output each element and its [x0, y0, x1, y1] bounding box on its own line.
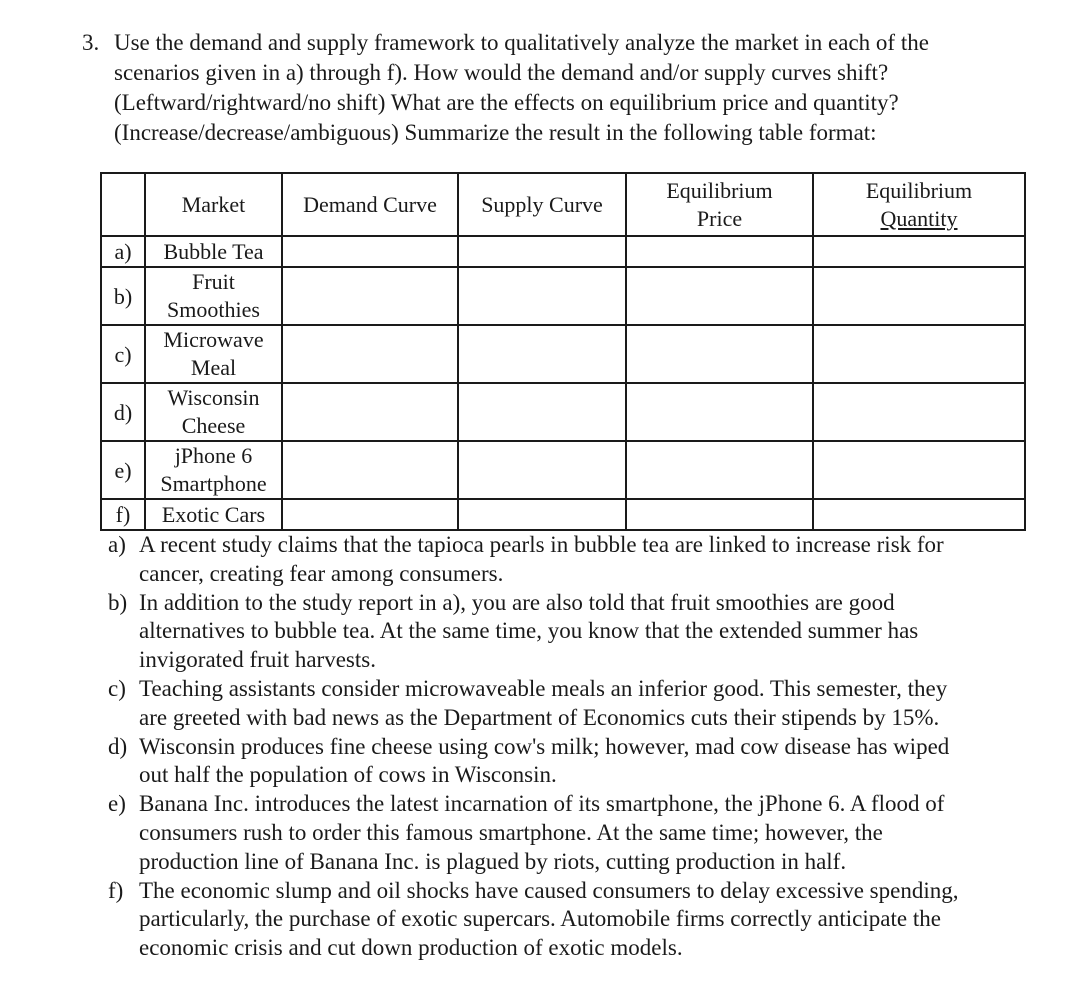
scenario-item	[108, 733, 1048, 791]
demand-cell[interactable]	[282, 383, 458, 441]
scenario-line: Teaching assistants consider microwaveable meals an inferior good. This semester, they	[139, 675, 948, 701]
market-line: Microwave	[163, 327, 264, 352]
question-number: 3.	[82, 30, 100, 55]
table-header-row	[101, 173, 1025, 236]
market-cell	[145, 267, 282, 325]
price-cell[interactable]	[626, 383, 813, 441]
market-line: Exotic Cars	[161, 501, 266, 527]
scenario-line: alternatives to bubble tea. At the same time, you know that the extended summer has	[139, 618, 919, 644]
table-row	[101, 499, 1025, 530]
demand-cell[interactable]	[282, 267, 458, 325]
market-line: Fruit	[192, 269, 235, 294]
header-demand-curve: Demand Curve	[282, 173, 458, 236]
quantity-cell[interactable]	[813, 267, 1025, 325]
row-letter: b)	[101, 267, 145, 325]
scenario-line: out half the population of cows in Wisconsin.	[139, 762, 557, 788]
row-letter: e)	[101, 441, 145, 499]
row-letter: d)	[101, 383, 145, 441]
scenario-line: particularly, the purchase of exotic supercars. Automobile firms correctly anticipate the	[139, 906, 941, 932]
scenario-line: Wisconsin produces fine cheese using cow's milk; however, mad cow disease has wiped	[139, 733, 950, 759]
scenario-item	[108, 877, 1048, 963]
market-line: Bubble Tea	[163, 238, 264, 264]
market-line: Meal	[190, 355, 237, 380]
scenario-line: consumers rush to order this famous smartphone. At the same time; however, the	[139, 819, 883, 845]
prompt-line: scenarios given in a) through f). How would the demand and/or supply curves shift?	[114, 60, 889, 85]
header-equilibrium-price	[626, 173, 813, 236]
scenario-letter: c)	[108, 675, 126, 701]
demand-cell[interactable]	[282, 236, 458, 267]
prompt-line: (Leftward/rightward/no shift) What are the effects on equilibrium price and quantity?	[114, 90, 899, 115]
scenario-line: economic crisis and cut down production of exotic models.	[139, 935, 683, 961]
header-quantity-line: Quantity	[880, 205, 958, 231]
header-quantity-line: Equilibrium	[865, 177, 973, 203]
row-letter: c)	[101, 325, 145, 383]
scenario-line: A recent study claims that the tapioca pearls in bubble tea are linked to increase risk for	[139, 532, 944, 557]
summary-table	[100, 172, 1026, 531]
quantity-cell[interactable]	[813, 441, 1025, 499]
market-line: Wisconsin	[167, 385, 260, 410]
supply-cell[interactable]	[458, 499, 626, 530]
scenario-item	[108, 589, 1048, 675]
demand-cell[interactable]	[282, 499, 458, 530]
market-cell	[145, 499, 282, 530]
market-line: jPhone 6	[174, 443, 253, 468]
supply-cell[interactable]	[458, 267, 626, 325]
scenario-item	[108, 790, 1048, 876]
table-row	[101, 236, 1025, 267]
prompt-line: Use the demand and supply framework to qualitatively analyze the market in each of the	[114, 30, 929, 55]
header-equilibrium-quantity	[813, 173, 1025, 236]
scenario-letter: f)	[108, 877, 124, 903]
scenario-item	[108, 675, 1048, 733]
supply-cell[interactable]	[458, 236, 626, 267]
scenario-line: Banana Inc. introduces the latest incarnation of its smartphone, the jPhone 6. A flood of	[139, 791, 945, 817]
price-cell[interactable]	[626, 325, 813, 383]
demand-cell[interactable]	[282, 441, 458, 499]
row-letter: f)	[101, 499, 145, 530]
table-row	[101, 325, 1025, 383]
header-supply-curve: Supply Curve	[458, 173, 626, 236]
quantity-cell[interactable]	[813, 383, 1025, 441]
market-cell	[145, 383, 282, 441]
scenario-letter: a)	[108, 532, 126, 557]
table-row	[101, 267, 1025, 325]
row-letter: a)	[101, 236, 145, 267]
scenario-line: are greeted with bad news as the Department of Economics cuts their stipends by 15%.	[139, 704, 940, 730]
scenario-item	[108, 531, 1048, 589]
quantity-cell[interactable]	[813, 325, 1025, 383]
scenario-line: The economic slump and oil shocks have caused consumers to delay excessive spending,	[139, 877, 959, 903]
header-market: Market	[145, 173, 282, 236]
question-prompt	[114, 22, 1042, 148]
scenario-line: production line of Banana Inc. is plagued by riots, cutting production in half.	[139, 848, 847, 874]
supply-cell[interactable]	[458, 383, 626, 441]
market-cell	[145, 236, 282, 267]
price-cell[interactable]	[626, 441, 813, 499]
header-price-line: Equilibrium	[666, 177, 773, 203]
price-cell[interactable]	[626, 236, 813, 267]
scenario-letter: b)	[108, 589, 128, 615]
header-letter-cell	[101, 173, 145, 236]
market-line: Smartphone	[160, 471, 267, 496]
market-cell	[145, 325, 282, 383]
supply-cell[interactable]	[458, 325, 626, 383]
market-cell	[145, 441, 282, 499]
scenario-letter: d)	[108, 733, 128, 759]
question-3	[82, 22, 1042, 148]
scenario-line: In addition to the study report in a), you are also told that fruit smoothies are good	[139, 589, 895, 615]
table-row	[101, 441, 1025, 499]
prompt-line: (Increase/decrease/ambiguous) Summarize the result in the following table format:	[114, 120, 877, 145]
quantity-cell[interactable]	[813, 236, 1025, 267]
demand-cell[interactable]	[282, 325, 458, 383]
supply-cell[interactable]	[458, 441, 626, 499]
scenario-line: cancer, creating fear among consumers.	[139, 560, 504, 586]
scenario-line: invigorated fruit harvests.	[139, 647, 376, 673]
market-line: Smoothies	[167, 297, 260, 322]
header-price-line: Price	[696, 205, 743, 231]
price-cell[interactable]	[626, 267, 813, 325]
scenario-list	[108, 531, 1048, 963]
quantity-cell[interactable]	[813, 499, 1025, 530]
table-row	[101, 383, 1025, 441]
market-line: Cheese	[181, 413, 246, 438]
price-cell[interactable]	[626, 499, 813, 530]
scenario-letter: e)	[108, 791, 126, 817]
